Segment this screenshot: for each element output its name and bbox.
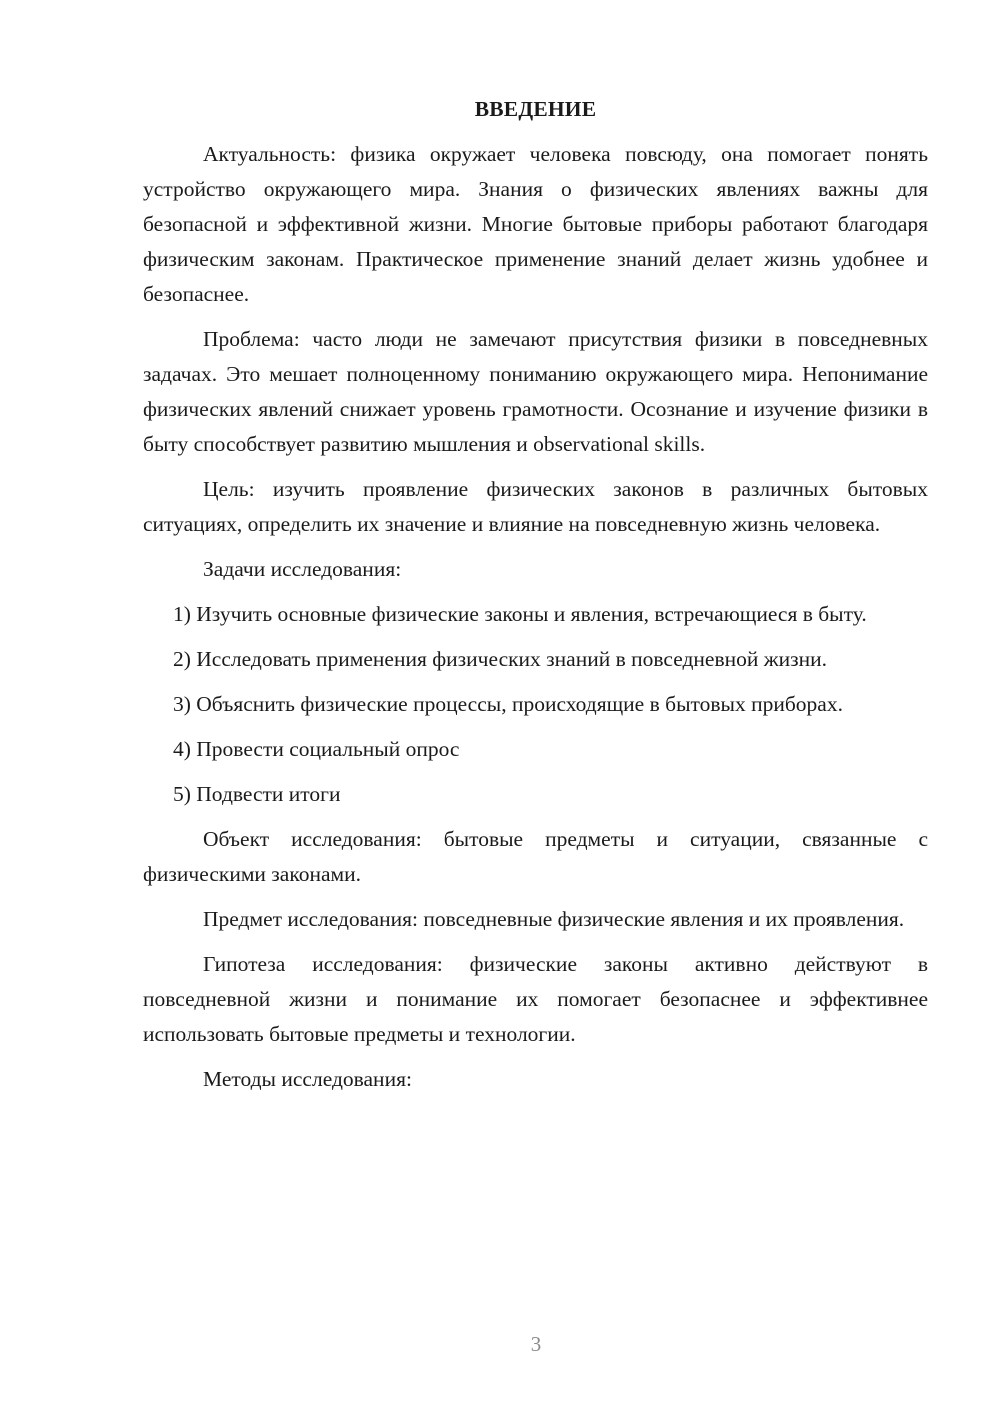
page-number: 3 (530, 1332, 542, 1356)
task-item-4: 4) Провести социальный опрос (173, 737, 460, 761)
paragraph-object: Объект исследования: бытовые предметы и ситуации, связанные с физическими законами. (143, 827, 928, 886)
task-item-2: 2) Исследовать применения физических знаний в повседневной жизни. (173, 647, 828, 671)
task-item-1: 1) Изучить основные физические законы и явления, встречающиеся в быту. (173, 602, 867, 626)
section-title: ВВЕДЕНИЕ (474, 97, 597, 121)
task-item-5: 5) Подвести итоги (173, 782, 341, 806)
paragraph-hypothesis: Гипотеза исследования: физические законы активно действуют в повседневной жизни и понимание их помогает безопаснее и эффективнее использовать бытовые предметы и технологии. (143, 952, 928, 1046)
paragraph-tasks-heading: Задачи исследования: (203, 557, 402, 581)
paragraph-goal: Цель: изучить проявление физических законов в различных бытовых ситуациях, определить их значение и влияние на повседневную жизнь человека. (143, 477, 928, 536)
paragraph-relevance: Актуальность: физика окружает человека повсюду, она помогает понять устройство окружающего мира. Знания о физических явлениях важны для безопасной и эффективной жизни. Многие бытовые приборы работают благодаря физическим законам. Практическое применение знаний делает жизнь удобнее и безопаснее. (143, 142, 928, 306)
paragraph-problem: Проблема: часто люди не замечают присутствия физики в повседневных задачах. Это мешает полноценному пониманию окружающего мира. Непонимание физических явлений снижает уровень грамотности. Осознание и изучение физики в быту способствует развитию мышления и observational skills. (143, 327, 928, 456)
document-page (143, 92, 928, 1107)
task-item-3: 3) Объяснить физические процессы, происходящие в бытовых приборах. (173, 692, 843, 716)
paragraph-subject: Предмет исследования: повседневные физические явления и их проявления. (203, 907, 905, 931)
paragraph-methods-heading: Методы исследования: (203, 1067, 412, 1091)
